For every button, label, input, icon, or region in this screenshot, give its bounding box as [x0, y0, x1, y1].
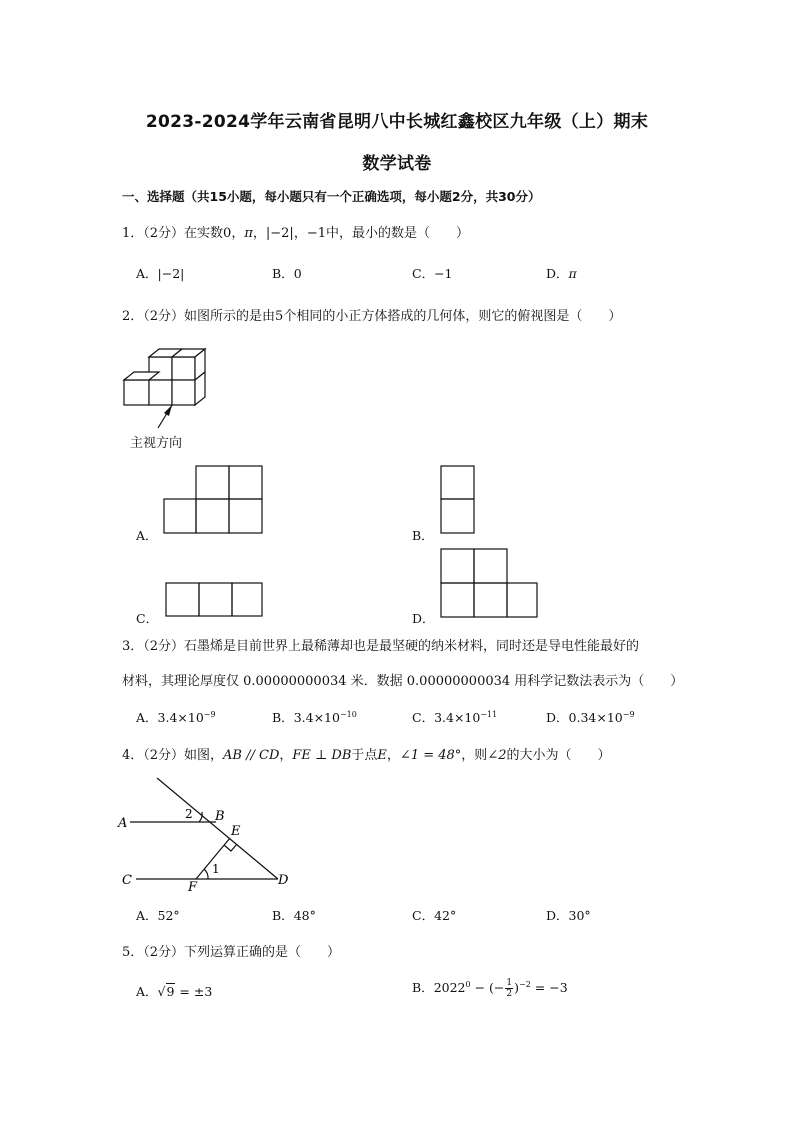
question-2-stem: 2．（2分）如图所示的是由5个相同的小正方体搭成的几何体，则它的俯视图是（ ） — [122, 309, 622, 324]
question-2-option-b-label[interactable]: B． — [412, 528, 434, 543]
label-c: C — [122, 873, 132, 888]
question-1-option-d[interactable]: D．π — [546, 266, 577, 281]
question-2-figure-caption: 主视方向 — [130, 436, 183, 451]
label-angle-2: 2 — [185, 807, 193, 821]
question-3-option-a[interactable]: A．$3.4\times 10^{-9}$ — [136, 709, 216, 725]
question-4-option-a[interactable]: A．52° — [136, 908, 180, 923]
angle-1-arc — [204, 869, 208, 879]
label-f: F — [188, 880, 198, 895]
question-5-option-b[interactable]: B．$2022^0$ − (− $\frac{1}{2}$ )$^{-2}$ = −3 — [412, 978, 568, 999]
question-4-option-b[interactable]: B．48° — [272, 908, 316, 923]
question-1-stem: 1．（2分）在实数0，π，|−2|，−1中，最小的数是（ ） — [122, 226, 470, 241]
question-2-option-c-label[interactable]: C． — [136, 611, 159, 626]
page-title-line2: 数学试卷 — [362, 154, 432, 174]
question-5-option-a[interactable]: A．√9 = ±3 — [136, 984, 213, 999]
question-1-option-b[interactable]: B．0 — [272, 266, 302, 281]
question-3-option-b[interactable]: B．$3.4\times 10^{-10}$ — [272, 709, 357, 725]
question-3-stem-line2: 材料，其理论厚度仅 0.00000000034 米．数据 0.00000000034 用科学记数法表示为（ ） — [122, 674, 684, 689]
question-1-option-a[interactable]: A．|−2| — [136, 266, 185, 281]
question-5-stem: 5．（2分）下列运算正确的是（ ） — [122, 945, 341, 960]
question-2-option-d-label[interactable]: D． — [412, 611, 435, 626]
question-2-option-a-label[interactable]: A． — [136, 528, 158, 543]
page-title-line1: 2023-2024学年云南省昆明八中长城红鑫校区九年级（上）期末 — [145, 112, 649, 132]
label-b: B — [215, 809, 225, 824]
question-4-option-c[interactable]: C．42° — [412, 908, 457, 923]
label-a: A — [118, 816, 128, 831]
label-d: D — [278, 873, 289, 888]
label-angle-1: 1 — [212, 862, 220, 876]
right-angle-mark — [224, 844, 237, 851]
question-1-option-c[interactable]: C．−1 — [412, 266, 453, 281]
section-heading: 一、选择题（共15小题，每小题只有一个正确选项，每小题2分，共30分） — [122, 189, 541, 204]
question-3-stem-line1: 3．（2分）石墨烯是目前世界上最稀薄却也是最坚硬的纳米材料，同时还是导电性能最好的 — [122, 639, 640, 654]
question-3-option-c[interactable]: C．$3.4\times 10^{-11}$ — [412, 709, 498, 725]
label-e: E — [231, 824, 241, 839]
question-3-option-d[interactable]: D．$0.34\times 10^{-9}$ — [546, 709, 635, 725]
question-4-stem: 4．（2分）如图，AB // CD，FE ⊥ DB于点E，∠1 = 48°，则∠2的大小为（ ） — [122, 748, 611, 763]
question-4-option-d[interactable]: D．30° — [546, 908, 591, 923]
